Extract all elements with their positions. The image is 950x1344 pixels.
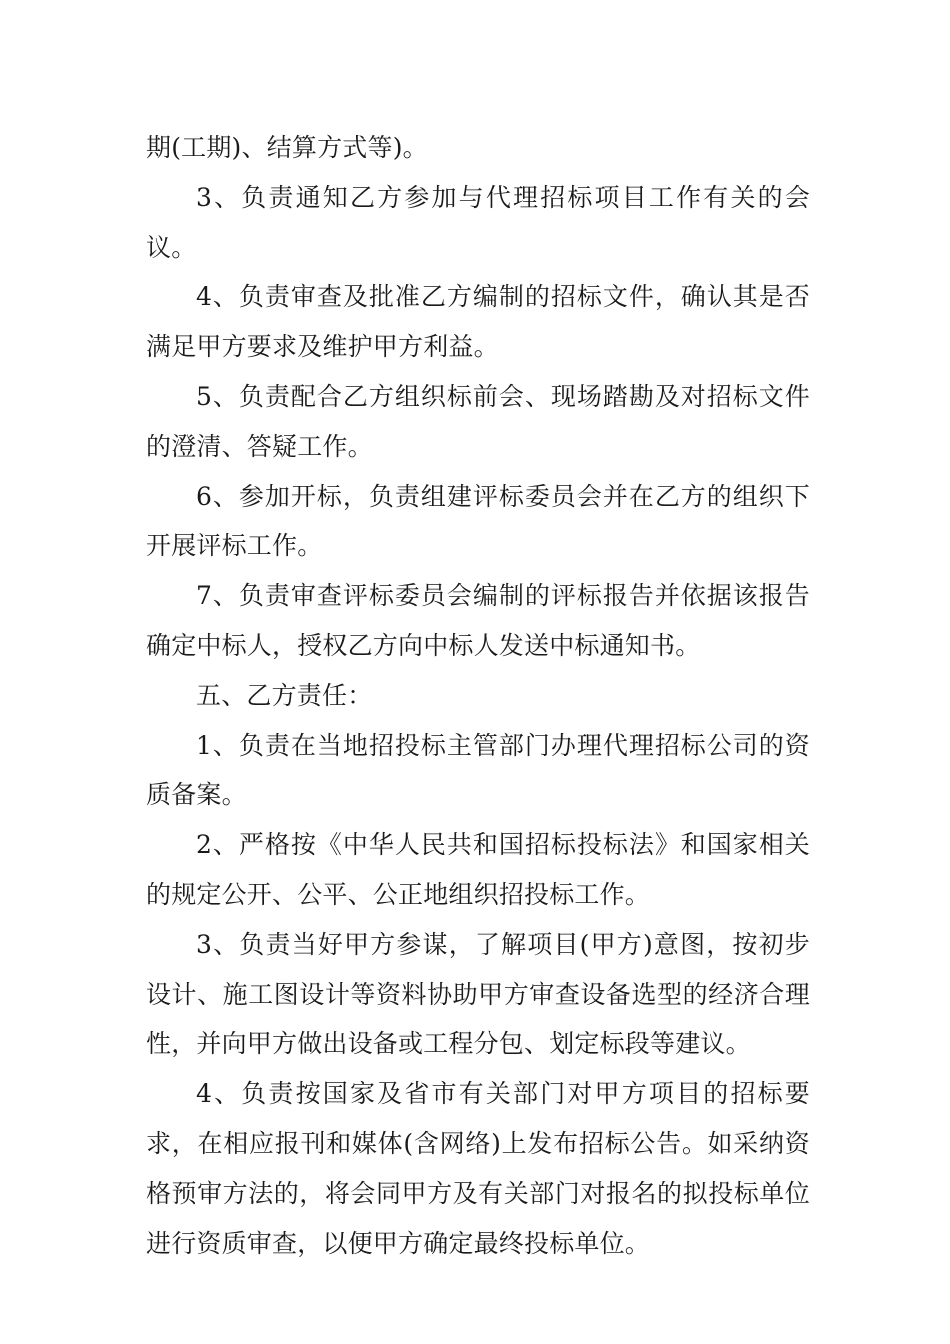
paragraph-item-3-advisor: 3、负责当好甲方参谋，了解项目(甲方)意图，按初步设计、施工图设计等资料协助甲方审查设备选型的经济合理性，并向甲方做出设备或工程分包、划定标段等建议。 (146, 929, 810, 1059)
paragraph-item-3-notify-meetings: 3、负责通知乙方参加与代理招标项目工作有关的会议。 (146, 182, 810, 262)
section-heading-party-b-duties: 五、乙方责任： (196, 680, 373, 710)
paragraph-item-4-review-documents: 4、负责审查及批准乙方编制的招标文件，确认其是否满足甲方要求及维护甲方利益。 (146, 282, 810, 362)
paragraph-item-4-announcement: 4、负责按国家及省市有关部门对甲方项目的招标要求，在相应报刊和媒体(含网络)上发布招标公告。如采纳资格预审方法的，将会同甲方及有关部门对报名的拟投标单位进行资质审查，以便甲方确定最终投标单位。 (146, 1079, 810, 1258)
paragraph-item-7-award: 7、负责审查评标委员会编制的评标报告并依据该报告确定中标人，授权乙方向中标人发送中标通知书。 (146, 581, 810, 660)
document-body (146, 123, 810, 1268)
paragraph-item-2-bidding-law: 2、严格按《中华人民共和国招标投标法》和国家相关的规定公开、公平、公正地组织招投标工作。 (146, 830, 810, 909)
paragraph-continuation: 期(工期)、结算方式等)。 (146, 133, 428, 162)
paragraph-item-6-bid-opening: 6、参加开标，负责组建评标委员会并在乙方的组织下开展评标工作。 (146, 481, 810, 561)
paragraph-item-5-pre-bid-meeting: 5、负责配合乙方组织标前会、现场踏勘及对招标文件的澄清、答疑工作。 (146, 381, 810, 461)
paragraph-item-1-qualification-filing: 1、负责在当地招投标主管部门办理代理招标公司的资质备案。 (146, 730, 810, 810)
